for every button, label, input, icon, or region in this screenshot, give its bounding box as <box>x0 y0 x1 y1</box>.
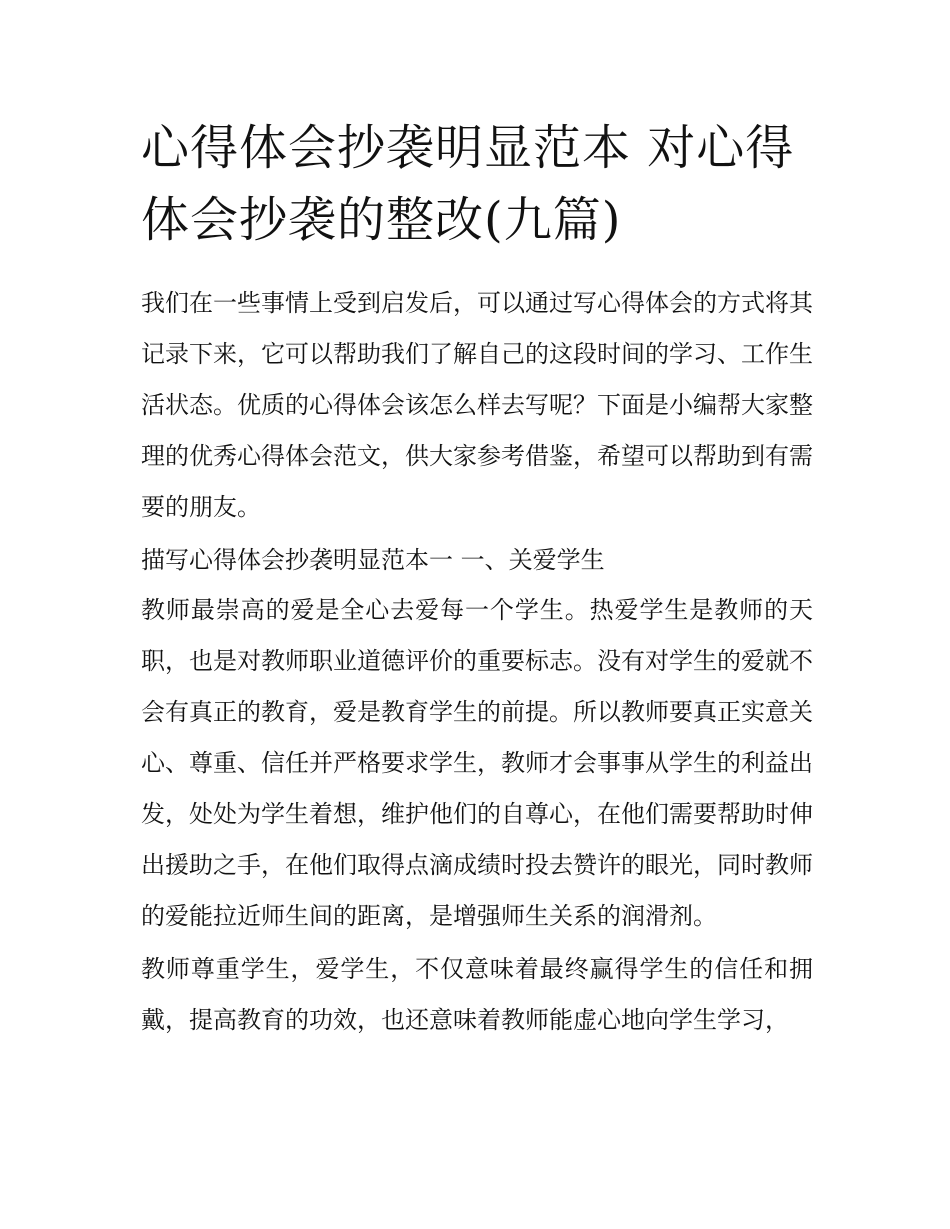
intro-paragraph: 我们在一些事情上受到启发后，可以通过写心得体会的方式将其记录下来，它可以帮助我们了解自己的这段时间的学习、工作生活状态。优质的心得体会该怎么样去写呢？下面是小编帮大家整理的优秀心得体会范文，供大家参考借鉴，希望可以帮助到有需要的朋友。 <box>141 289 813 521</box>
body-paragraph-1: 教师最崇高的爱是全心去爱每一个学生。热爱学生是教师的天职，也是对教师职业道德评价的重要标志。没有对学生的爱就不会有真正的教育，爱是教育学生的前提。所以教师要真正实意关心、尊重、信任并严格要求学生，教师才会事事从学生的利益出发，处处为学生着想，维护他们的自尊心，在他们需要帮助时伸出援助之手，在他们取得点滴成绩时投去赞许的眼光，同时教师的爱能拉近师生间的距离，是增强师生关系的润滑剂。 <box>141 596 813 930</box>
section-heading: 描写心得体会抄袭明显范本一 一、关爱学生 <box>141 546 605 574</box>
document-body <box>141 112 813 1048</box>
body-paragraph-2: 教师尊重学生，爱学生，不仅意味着最终赢得学生的信任和拥戴，提高教育的功效，也还意味着教师能虚心地向学生学习， <box>141 955 813 1034</box>
document-title: 心得体会抄袭明显范本 对心得体会抄袭的整改(九篇) <box>141 120 795 248</box>
